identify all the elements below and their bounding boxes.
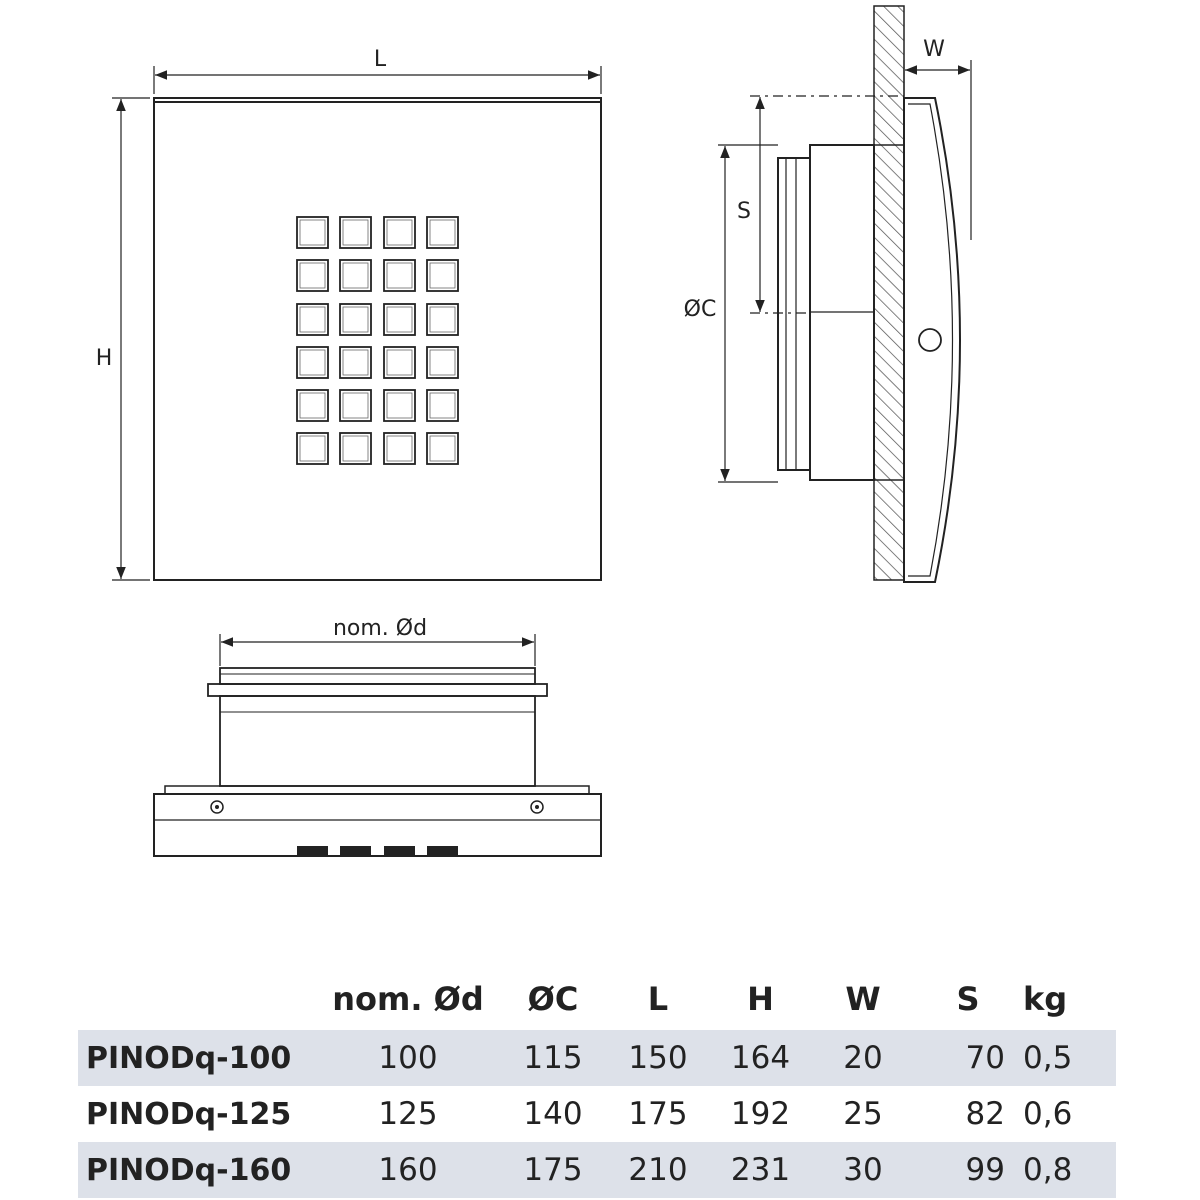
grille-opening [384, 304, 415, 335]
cell-kg: 0,5 [1023, 1030, 1116, 1086]
cell-s: 70 [913, 1030, 1023, 1086]
table-row [78, 1030, 1116, 1086]
cell-w: 30 [813, 1142, 913, 1198]
cell-c: 140 [523, 1096, 583, 1132]
header-w: W [845, 980, 881, 1018]
grille-opening [427, 260, 458, 291]
dim-label-w: W [923, 37, 945, 62]
grille-opening [340, 347, 371, 378]
header-kg: kg [1023, 980, 1068, 1018]
table-header-row [78, 968, 1116, 1030]
cell-s: 99 [913, 1142, 1023, 1198]
grille-opening [340, 390, 371, 421]
grille-opening [340, 260, 371, 291]
grille-opening [297, 347, 328, 378]
dim-label-s: S [737, 199, 751, 224]
grille-opening [297, 304, 328, 335]
cell-h: 164 [708, 1030, 813, 1086]
table-row [78, 1142, 1116, 1198]
dim-label-l: L [373, 47, 387, 72]
cell-l: 175 [628, 1096, 688, 1132]
cell-c: 115 [498, 1030, 608, 1086]
side-screw [919, 329, 941, 351]
model-name: PINODq-160 [78, 1142, 318, 1198]
grille-opening [297, 390, 328, 421]
dim-label-d: nom. Ød [332, 616, 428, 641]
grille-opening [340, 304, 371, 335]
grille-opening [427, 304, 458, 335]
cell-w: 20 [813, 1030, 913, 1086]
header-c: ØC [527, 980, 579, 1018]
cell-w: 25 [843, 1096, 883, 1132]
grille-slot [297, 846, 328, 856]
cell-kg: 0,6 [1023, 1096, 1073, 1132]
bottom-view [154, 616, 601, 856]
model-name: PINODq-100 [78, 1030, 318, 1086]
table-row [78, 1086, 1116, 1142]
grille-opening [384, 260, 415, 291]
grille-opening [427, 390, 458, 421]
grille-opening [427, 433, 458, 464]
cell-l: 150 [608, 1030, 708, 1086]
grille-opening [427, 217, 458, 248]
grille-opening [297, 217, 328, 248]
header-h: H [747, 980, 774, 1018]
grille-opening [340, 217, 371, 248]
grille-slot [427, 846, 458, 856]
header-l: L [647, 980, 669, 1018]
header-model [78, 968, 318, 1030]
grille-opening [297, 260, 328, 291]
grille-opening [384, 217, 415, 248]
front-view [96, 47, 601, 580]
grille-opening [297, 433, 328, 464]
grille-opening [340, 433, 371, 464]
dim-label-h: H [95, 346, 113, 371]
side-view [684, 6, 971, 582]
grille-opening [384, 433, 415, 464]
cell-h: 231 [708, 1142, 813, 1198]
header-s: S [956, 980, 980, 1018]
cell-s: 82 [965, 1096, 1005, 1132]
cell-nom-d: 100 [318, 1030, 498, 1086]
header-nom-d: nom. Ød [332, 980, 484, 1018]
specification-table [78, 968, 1116, 1198]
grille-slot [384, 846, 415, 856]
grille-slots [297, 846, 458, 856]
cell-nom-d: 160 [318, 1142, 498, 1198]
grille-opening [384, 390, 415, 421]
grille-opening [384, 347, 415, 378]
grille-opening [427, 347, 458, 378]
grille-openings [297, 217, 458, 464]
cell-kg: 0,8 [1023, 1142, 1116, 1198]
model-name: PINODq-125 [86, 1096, 292, 1132]
cell-h: 192 [730, 1096, 791, 1132]
curved-cover [904, 98, 960, 582]
grille-slot [340, 846, 371, 856]
cell-c: 175 [498, 1142, 608, 1198]
cell-l: 210 [608, 1142, 708, 1198]
front-panel [154, 98, 601, 580]
cell-nom-d: 125 [378, 1096, 438, 1132]
duct-side [220, 696, 535, 786]
wall-section [874, 6, 904, 580]
dim-label-c: ØC [683, 297, 717, 322]
